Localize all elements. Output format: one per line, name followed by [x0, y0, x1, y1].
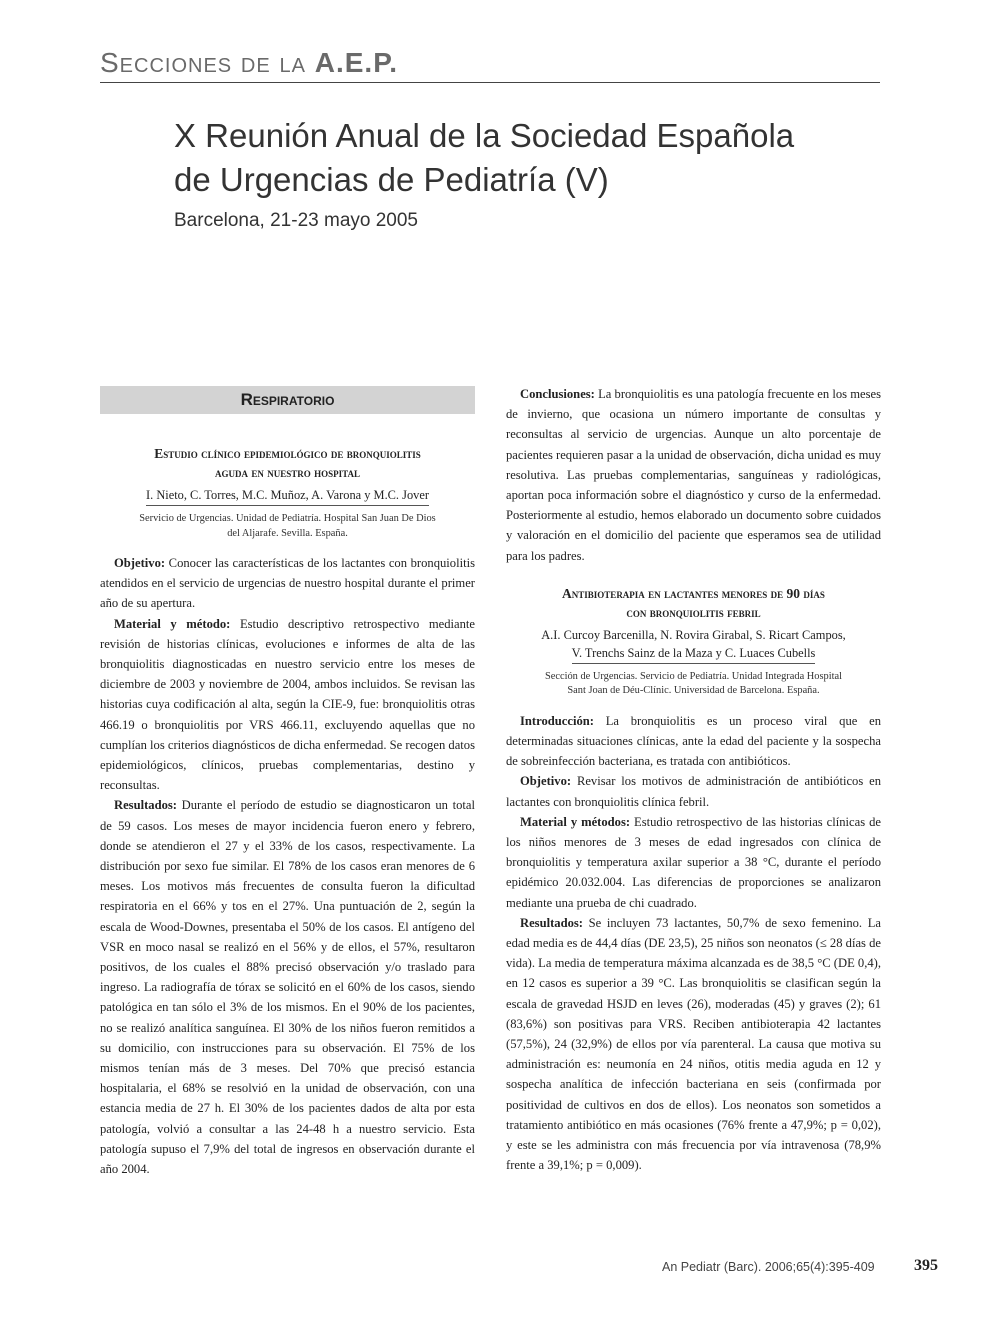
article2-material-label: Material y métodos:	[520, 814, 631, 829]
article1-authors-text: I. Nieto, C. Torres, M.C. Muñoz, A. Varona y M.C. Jover	[146, 486, 429, 506]
article1-authors	[100, 486, 475, 506]
article1-resultados	[100, 795, 475, 1179]
article2-intro-text: La bronquiolitis es un proceso viral que en determinadas situaciones clínicas, ante la edad del paciente y la sospecha de sobreinfección bacteriana, es tratada con antibióticos.	[506, 713, 881, 769]
section-band: Respiratorio	[100, 386, 475, 414]
article2-title-line1: Antibioterapia en lactantes menores de 90 días	[562, 585, 825, 601]
article1-material	[100, 614, 475, 796]
page-title-line1: X Reunión Anual de la Sociedad Española	[174, 117, 795, 154]
article2-authors	[506, 626, 881, 664]
article2-affiliation	[528, 670, 859, 699]
article2-intro	[506, 711, 881, 772]
article1-conclusiones	[506, 384, 881, 566]
article1-resultados-label: Resultados:	[114, 798, 177, 813]
page-title	[174, 114, 874, 202]
article2-objetivo	[506, 771, 881, 811]
article2-authors-line1: A.I. Curcoy Barcenilla, N. Rovira Girabal, S. Ricart Campos,	[541, 627, 846, 642]
article1-objetivo-label: Objetivo:	[114, 556, 166, 570]
article2-resultados	[506, 913, 881, 1176]
article2-authors-line2: V. Trenchs Sainz de la Maza y C. Luaces Cubells	[572, 644, 816, 664]
right-column	[506, 384, 881, 1176]
article2-objetivo-text: Revisar los motivos de administración de antibióticos en lactantes con bronquiolitis clínica febril.	[506, 774, 881, 809]
article1-material-text: Estudio descriptivo retrospectivo mediante revisión de historias clínicas, evoluciones e informes de alta de las bronquiolitis diagnosticadas en nuestro servicio entre los meses de diciembre de 2003 y noviembre de 2004, ambos incluidos. Se revisan las historias cuya codificación al alta, según la CIE-9, fue: bronquiolitis otras 466.19 o bronquiolitis por VRS 466.11, excluyendo aquellas que no cumplían los criterios diagnósticos de dicha enfermedad. Se recogen datos epidemiológicos, clínicos, pruebas complementarias, destino y reconsultas.	[100, 616, 476, 793]
page-title-line2: de Urgencias de Pediatría (V)	[174, 161, 609, 198]
page-subtitle: Barcelona, 21-23 mayo 2005	[174, 210, 418, 231]
article1-affiliation	[122, 512, 453, 541]
article2-resultados-label: Resultados:	[520, 915, 583, 930]
article1-title	[100, 444, 475, 482]
article1-material-label: Material y método:	[114, 616, 231, 631]
left-column	[100, 386, 475, 1179]
article1-title-line1: Estudio clínico epidemiológico de bronquiolitis	[154, 446, 421, 461]
article1-objetivo	[100, 553, 475, 614]
article2-material-text: Estudio retrospectivo de las historias clínicas de los niños menores de 3 meses de edad ingresados con clínica de bronquiolitis y temperatura axilar superior a 38 °C, durante el período epidémico 20.032.004. Las diferencias de proporciones se analizaron mediante una prueba de chi cuadrado.	[506, 814, 881, 910]
article2-resultados-text: Se incluyen 73 lactantes, 50,7% de sexo femenino. La edad media es de 44,4 días (DE 23,5), 25 niños son neonatos (≤ 28 días de vida). La media de temperatura máxima alcanzada es de 38,5 °C (DE 0,4), en 12 casos es superior a 39 °C. Las bronquiolitis se clasifican según la escala de gravedad HSJD en leves (26), moderadas (45) y graves (2); 61 (83,6%) son positivas para VRS. Reciben antibioterapia 42 lactantes (57,5%), 24 (32,9%) de ellos por vía parenteral. La causa que motiva su administración es: neumonía en 24 niños, otitis media aguda en 12 y sospecha analítica de infección bacteriana en seis (confirmada por positividad de cultivos en dos de ellos). Los neonatos son sometidos a tratamiento antibiótico en más ocasiones (76% frente a 47,9%; p = 0,02), y este se les administra con más frecuencia por vía intravenosa (78,9% frente a 39,1%; p = 0,009).	[506, 915, 881, 1173]
article1-title-line2: aguda en nuestro hospital	[215, 465, 360, 480]
article2-objetivo-label: Objetivo:	[520, 774, 572, 789]
article2-title	[506, 584, 881, 622]
article1-affil-line1: Servicio de Urgencias. Unidad de Pediatría. Hospital San Juan De Dios	[139, 513, 436, 524]
article1-conclusiones-text: La bronquiolitis es una patología frecuente en los meses de invierno, que ocasiona un número importante de consultas y reconsultas al servicio de urgencias. Aunque un alto porcentaje de pacientes requieren pasar a la unidad de observación, dicha unidad es muy resolutiva. Las pruebas complementarias, sanguíneas y radiológicas, aportan poca información sobre el diagnóstico y curso de la enfermedad. Posteriormente al estudio, hemos elaborado un documento sobre cuidados y valoración en el domicilio del paciente que esperamos sea de utilidad para los padres.	[506, 387, 881, 563]
article2-affil-line2: Sant Joan de Déu-Clínic. Universidad de Barcelona. España.	[567, 685, 820, 697]
article2-affil-line1: Sección de Urgencias. Servicio de Pediatría. Unidad Integrada Hospital	[544, 670, 842, 682]
section-header	[100, 46, 880, 83]
journal-reference: An Pediatr (Barc). 2006;65(4):395-409	[662, 1260, 875, 1274]
section-header-prefix: Secciones de la	[100, 47, 306, 78]
article1-resultados-text: Durante el período de estudio se diagnosticaron un total de 59 casos. Los meses de mayor incidencia fueron enero y febrero, donde se atendieron el 27 y el 33% de los casos, respectivamente. La distribución por sexo fue similar. El 78% de los casos eran menores de 6 meses. Los motivos más frecuentes de consulta fueron la dificultad respiratoria en el 66% y tos en el 27%. Una puntuación de 2, según la escala de Wood-Downes, presentaba el 50% de los casos. El antígeno del VSR en moco nasal se realizó en el 56% y de ellos, el 57%, resultaron positivos, de los cuales el 88% precisó observación y/o traslado para ingreso. La radiografía de tórax se solicitó en el 60% de los casos, siendo patológica en tan sólo el 3% de los mismos. En el 90% de los pacientes, no se realizó analítica sanguínea. El 30% de los niños fueron remitidos a su domicilio, con instrucciones para su observación. El 75% de los mismos tenían más de 3 meses. Del 70% que precisó estancia hospitalaria, el 68% se resolvió en la unidad de observación, con una estancia media de 27 h. El 30% de los pacientes dados de alta por esta patología, volvió a consultar a las 24-48 h a nuestro servicio. Esta patología supuso el 7,9% del total de ingresos en observación durante el año 2004.	[100, 798, 475, 1177]
page-number: 395	[914, 1257, 938, 1274]
article1-conclusiones-label: Conclusiones:	[520, 387, 595, 401]
section-header-bold: A.E.P.	[314, 47, 399, 78]
article1-objetivo-text: Conocer las características de los lactantes con bronquiolitis atendidos en el servicio de urgencias de nuestro hospital durante el primer año de su apertura.	[100, 556, 475, 611]
article2-intro-label: Introducción:	[520, 713, 594, 728]
article2-material	[506, 812, 881, 913]
article2-title-line2: con bronquiolitis febril	[626, 604, 761, 620]
article1-affil-line2: del Aljarafe. Sevilla. España.	[227, 527, 348, 539]
